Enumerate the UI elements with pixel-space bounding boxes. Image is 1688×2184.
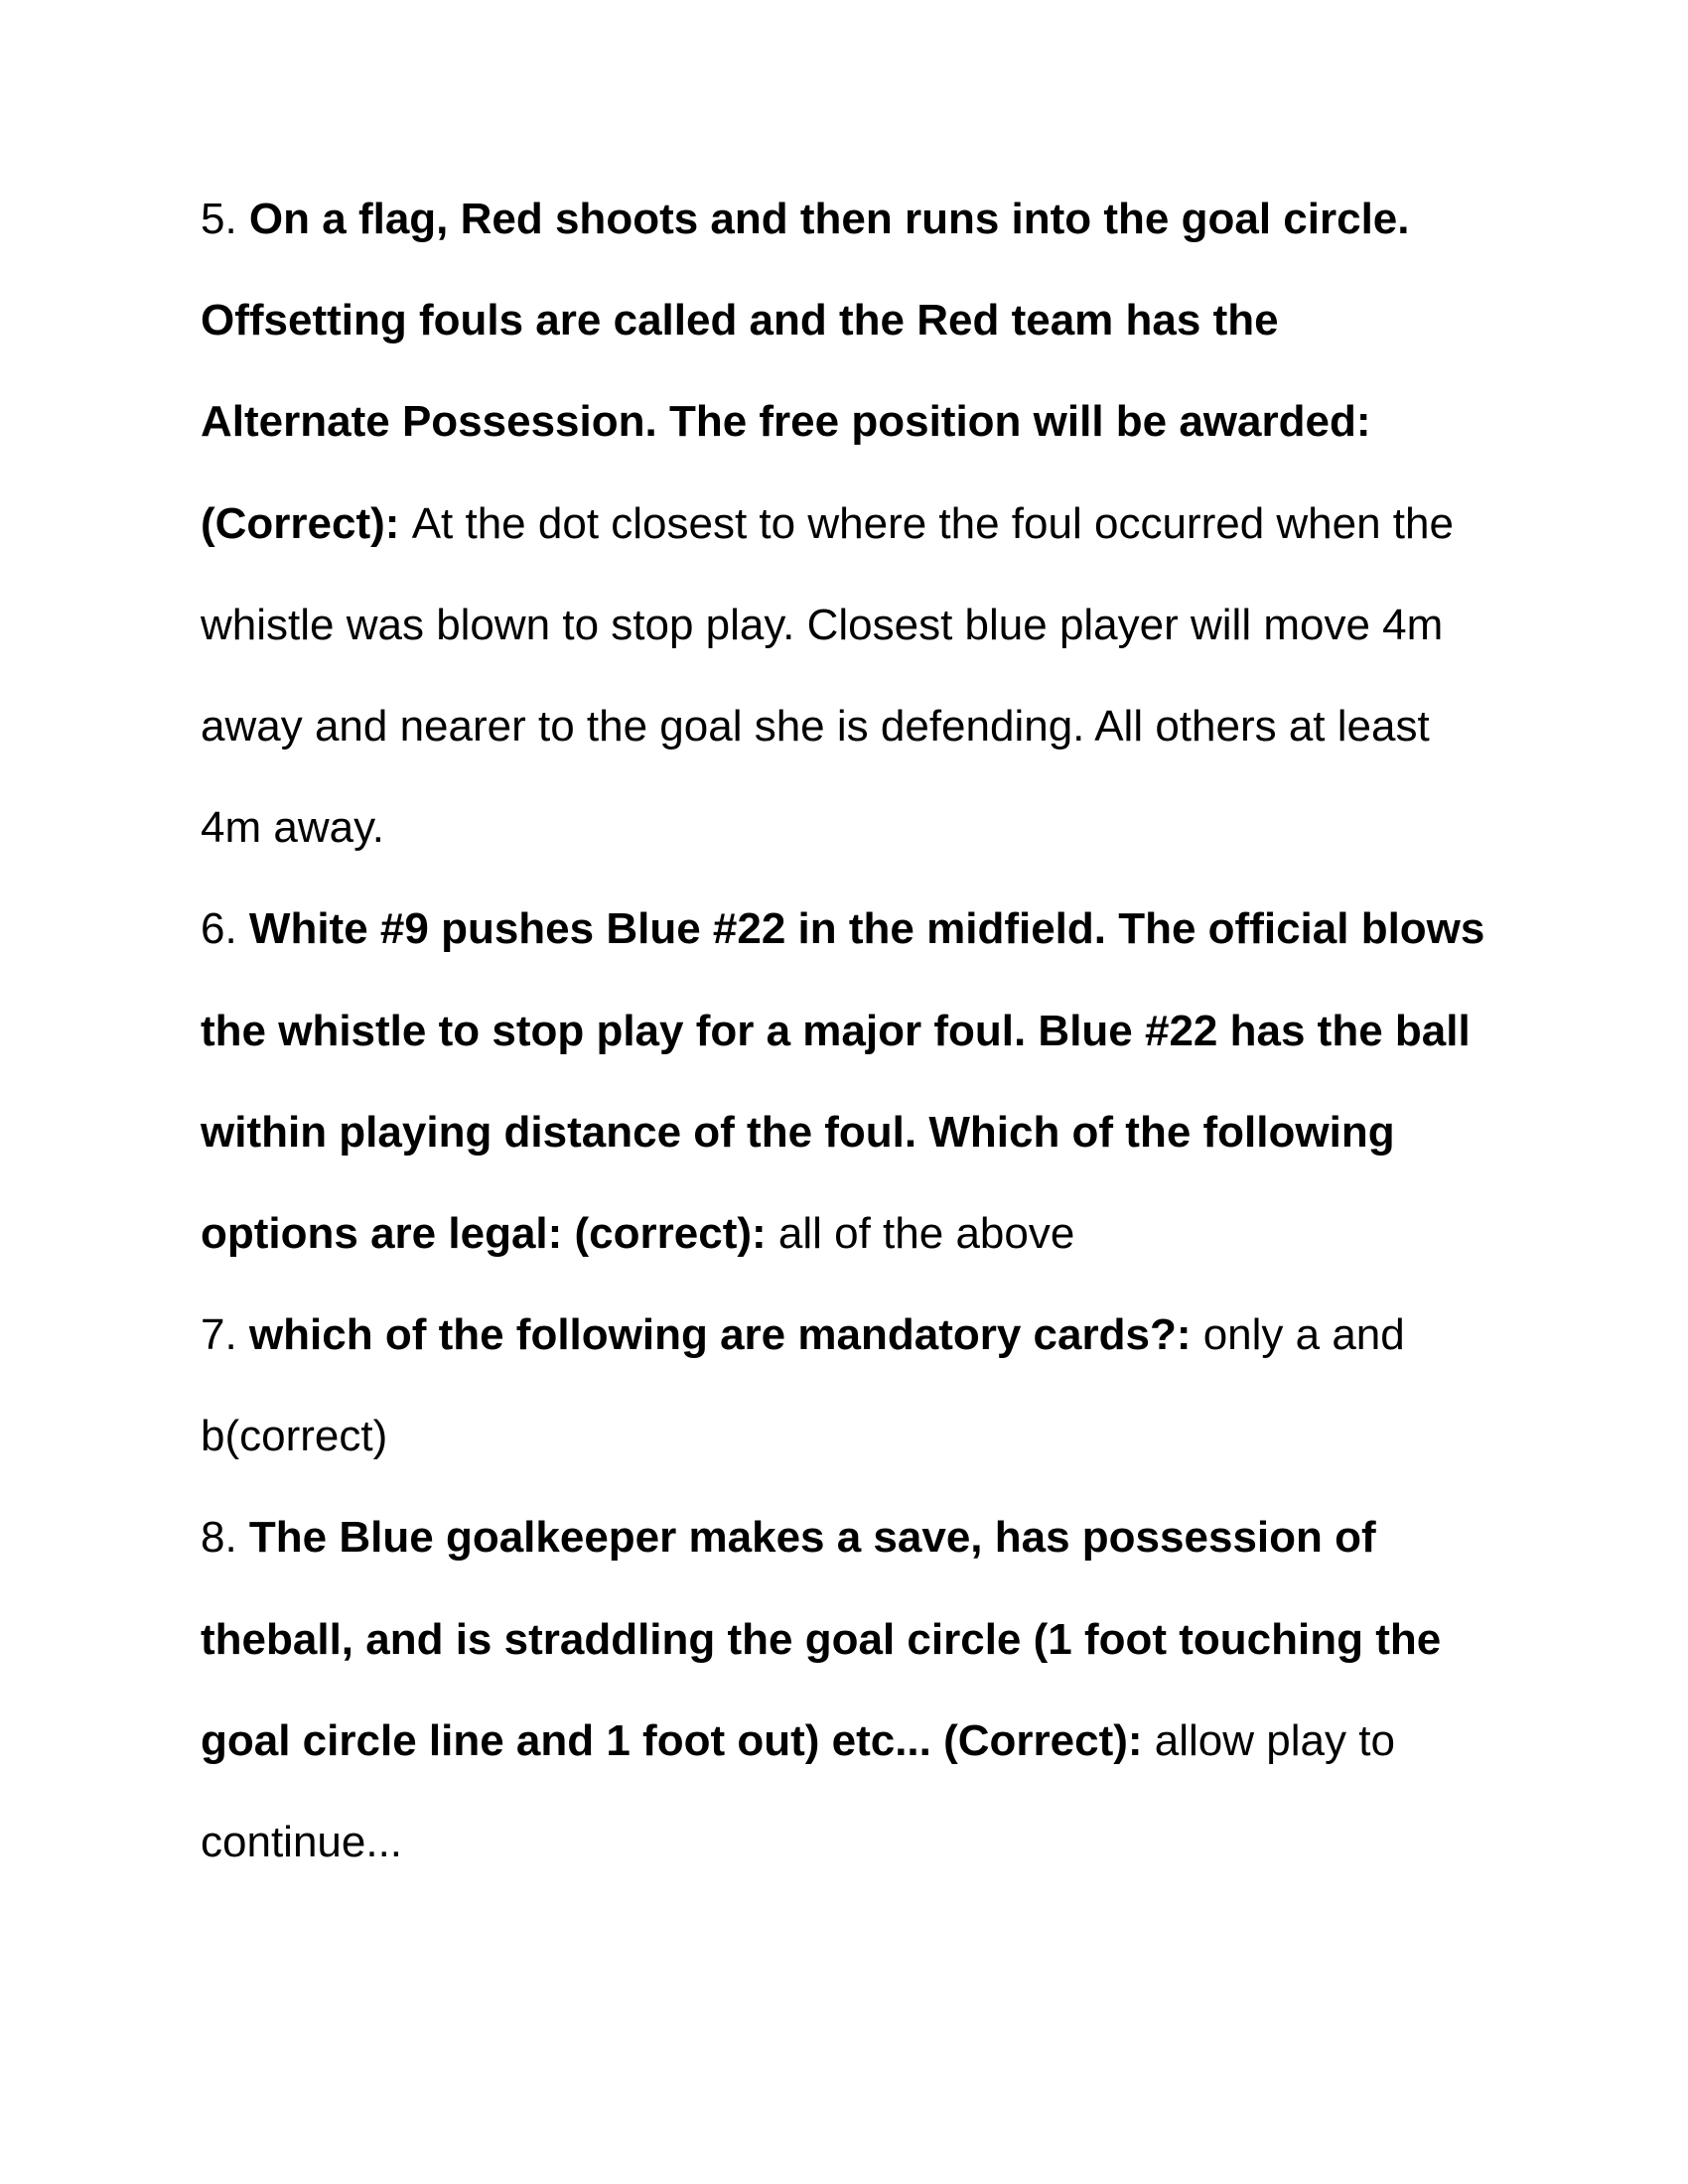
answer-text: b(correct) (201, 1412, 388, 1461)
question-text: Alternate Possession. The free position will be awarded: (201, 397, 1371, 447)
answer-text: all of the above (777, 1208, 1075, 1258)
text-line (201, 777, 1591, 879)
answer-text: only a and (1202, 1310, 1405, 1360)
item-number: 8. (201, 1513, 249, 1563)
answer-text: 4m away. (201, 803, 385, 853)
question-text: the whistle to stop play for a major foul. Blue #22 has the ball (201, 1006, 1471, 1055)
text-line (201, 371, 1591, 473)
question-text: On a flag, Red shoots and then runs into the goal circle. (248, 195, 1410, 243)
question-text: which of the following are mandatory cards?: (248, 1310, 1203, 1360)
text-line (201, 474, 1591, 575)
answer-text: allow play to (1154, 1715, 1395, 1765)
item-number: 5. (201, 195, 249, 243)
item-number: 6. (201, 904, 249, 954)
text-line (201, 270, 1591, 371)
answer-text: whistle was blown to stop play. Closest blue player will move 4m (201, 600, 1444, 649)
text-line (201, 169, 1591, 270)
question-text: The Blue goalkeeper makes a save, has possession of (248, 1513, 1376, 1563)
answer-label: (Correct): (201, 498, 412, 548)
question-text: options are legal: (correct): (201, 1208, 778, 1258)
answer-text: continue... (201, 1818, 403, 1866)
text-line (201, 1691, 1591, 1792)
text-line (201, 1285, 1591, 1386)
question-text: within playing distance of the foul. Which of the following (201, 1107, 1395, 1157)
text-line (201, 1183, 1591, 1285)
question-text: Offsetting fouls are called and the Red team has the (201, 296, 1279, 345)
text-line (201, 676, 1591, 777)
answer-text: At the dot closest to where the foul occurred when the (411, 498, 1454, 548)
text-line (201, 1792, 1591, 1893)
question-text: theball, and is straddling the goal circle (1 foot touching the (201, 1614, 1442, 1664)
answer-text: away and nearer to the goal she is defending. All others at least (201, 701, 1430, 751)
text-line (201, 879, 1591, 980)
question-text: White #9 pushes Blue #22 in the midfield. The official blows (248, 904, 1485, 954)
question-text: goal circle line and 1 foot out) etc... (Correct): (201, 1715, 1155, 1765)
text-line (201, 1589, 1591, 1691)
item-number: 7. (201, 1310, 249, 1360)
text-line (201, 575, 1591, 676)
text-line (201, 1487, 1591, 1588)
text-line (201, 1082, 1591, 1183)
text-line (201, 1386, 1591, 1487)
document-body (201, 169, 1591, 1893)
text-line (201, 981, 1591, 1082)
